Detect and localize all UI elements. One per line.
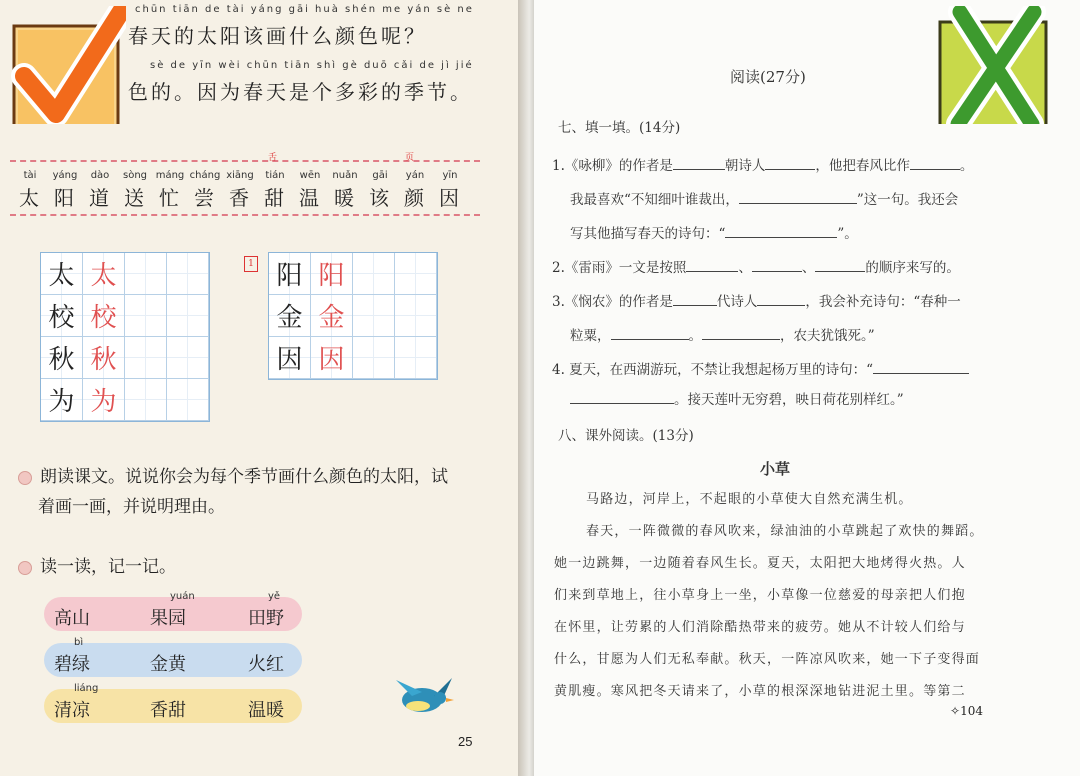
band-char: 送 [124, 186, 147, 210]
q7-4-line-2 [570, 388, 904, 408]
band-pinyin: xiāng [226, 170, 254, 181]
q7-4-line2-text: 。接天莲叶无穷碧，映日荷花别样红。” [674, 392, 904, 408]
answer-blank[interactable] [757, 293, 805, 306]
grid-row [41, 295, 209, 337]
stroke-mark-2: 页 [405, 153, 415, 163]
grid-cell: 为 [83, 379, 125, 421]
q7-3-line2-c: ，农夫犹饿死。” [780, 328, 875, 344]
grid-cell [167, 337, 209, 379]
grid-marker: 1 [244, 256, 258, 272]
band-char: 阳 [54, 186, 77, 210]
grid-cell [167, 379, 209, 421]
grid-cell: 太 [41, 253, 83, 295]
q7-1-line3-b: ”。 [837, 226, 858, 242]
task-1-line-2: 着画一画，并说明理由。 [38, 497, 225, 517]
grid-cell: 阳 [269, 253, 311, 295]
vocab-pinyin: yě [268, 591, 281, 602]
grid-row [269, 295, 437, 337]
q7-title: 七、填一填。(14分) [558, 120, 681, 136]
answer-blank[interactable] [570, 391, 674, 404]
band-char: 温 [299, 186, 322, 210]
band-pinyin: cháng [189, 170, 221, 181]
grid-cell [353, 253, 395, 295]
q8-title: 八、课外阅读。(13分) [558, 428, 694, 444]
story-line: 在怀里，让劳累的人们消除酷热带来的疲劳。她从不计较人们给与 [554, 620, 966, 635]
q7-3-line2-a: 粒粟， [570, 328, 611, 344]
grid-row [269, 337, 437, 379]
vocab-pinyin: yuán [170, 591, 195, 602]
grid-cell [125, 337, 167, 379]
story-line: 什么，甘愿为人们无私奉献。秋天，一阵凉风吹来，她一下子变得面 [554, 652, 981, 667]
grid-row [269, 253, 437, 295]
worksheet-page-right [534, 0, 1080, 776]
answer-blank[interactable] [815, 259, 865, 272]
q7-3-line-2 [570, 324, 875, 344]
vocab-word: 果园 [150, 608, 186, 629]
answer-blank[interactable] [673, 293, 717, 306]
story-line: 马路边，河岸上，不起眼的小草使大自然充满生机。 [586, 492, 913, 507]
q7-2-text-a: 2.《雷雨》一文是按照 [552, 260, 687, 276]
vocab-word: 香甜 [150, 700, 186, 721]
q7-2-text-c: 、 [801, 260, 816, 276]
q7-2-text-b: 、 [738, 260, 752, 276]
band-pinyin: yáng [52, 170, 78, 181]
answer-blank[interactable] [702, 327, 780, 340]
page-number-value: 104 [960, 704, 983, 718]
q7-1-text-d: 。 [959, 158, 974, 174]
story-line: 她一边跳舞，一边随着春风生长。夏天，太阳把大地烤得火热。人 [554, 556, 966, 571]
grid-cell: 校 [83, 295, 125, 337]
grid-cell [353, 295, 395, 337]
grid-cell [125, 295, 167, 337]
story-title: 小草 [760, 460, 791, 478]
band-char: 忙 [159, 186, 182, 210]
vocab-word: 高山 [54, 608, 90, 629]
answer-blank[interactable] [611, 327, 689, 340]
answer-blank[interactable] [910, 157, 960, 170]
grid-row [41, 253, 209, 295]
band-char: 太 [19, 186, 42, 210]
answer-blank[interactable] [765, 157, 815, 170]
band-pinyin: yán [405, 170, 425, 181]
grid-row [41, 379, 209, 421]
grid-cell [353, 337, 395, 379]
answer-blank[interactable] [725, 225, 837, 238]
band-char: 甜 [264, 186, 287, 210]
band-pinyin: wēn [299, 170, 321, 181]
grid-cell: 阳 [311, 253, 353, 295]
band-pinyin: dào [90, 170, 110, 181]
vocab-word: 清凉 [54, 700, 90, 721]
band-pinyin: tài [23, 170, 37, 181]
q7-1-line2-a: 我最喜欢“不知细叶谁裁出， [570, 192, 739, 208]
band-pinyin: gāi [372, 170, 388, 181]
q7-4-line-1 [552, 358, 969, 378]
band-char: 尝 [194, 186, 217, 210]
band-pinyin: sòng [122, 170, 147, 181]
task-2 [18, 552, 176, 582]
story-line: 春天，一阵微微的春风吹来，绿油油的小草跳起了欢快的舞蹈。 [586, 524, 984, 539]
grid-cell: 因 [269, 337, 311, 379]
q7-1-line2-b: ”这一句。我还会 [856, 192, 959, 208]
vocab-word: 碧绿 [54, 654, 90, 675]
q7-1-line-1 [552, 154, 973, 174]
writing-grid-2 [268, 252, 438, 380]
section-title: 阅读(27分) [730, 68, 806, 86]
grid-cell [125, 379, 167, 421]
grid-cell: 太 [83, 253, 125, 295]
writing-grid-1 [40, 252, 210, 422]
task-1-line-1: 朗读课文。说说你会为每个季节画什么颜色的太阳，试 [40, 467, 448, 487]
stroke-mark-1: 舌 [268, 153, 278, 163]
band-pinyin: yīn [442, 170, 458, 181]
band-char: 道 [89, 186, 112, 210]
bird-icon [392, 672, 458, 720]
page-number: ✧104 [950, 704, 983, 718]
grid-cell: 金 [311, 295, 353, 337]
q7-3-text-c: ，我会补充诗句：“春种一 [805, 294, 961, 310]
q7-2 [552, 256, 960, 276]
cross-stamp-icon [936, 6, 1054, 124]
bullet-icon [18, 561, 32, 575]
bullet-icon [18, 471, 32, 485]
band-pinyin: tián [265, 170, 285, 181]
q7-4-text-a: 4. 夏天，在西湖游玩，不禁让我想起杨万里的诗句：“ [552, 362, 874, 378]
grid-cell: 校 [41, 295, 83, 337]
answer-blank[interactable] [873, 361, 969, 374]
vocab-word: 金黄 [150, 654, 186, 675]
answer-blank[interactable] [673, 157, 725, 170]
answer-blank[interactable] [686, 259, 738, 272]
grid-cell [125, 253, 167, 295]
line2-pinyin: sè de yīn wèi chūn tiān shì gè duō cǎi de jì jié [150, 60, 474, 71]
answer-blank[interactable] [739, 191, 857, 204]
line1-text: 春天的太阳该画什么颜色呢？ [128, 24, 427, 48]
vocab-word: 火红 [248, 654, 284, 675]
q7-3-text-b: 代诗人 [716, 294, 758, 310]
line2-text: 色的。因为春天是个多彩的季节。 [128, 80, 473, 104]
band-char: 香 [229, 186, 252, 210]
q7-1-line-3 [570, 222, 858, 242]
vocab-pinyin: liáng [74, 683, 99, 694]
q7-1-text-c: ，他把春风比作 [815, 158, 910, 174]
q7-3-line-1 [552, 290, 961, 310]
grid-cell [167, 295, 209, 337]
vocab-pinyin: bì [74, 637, 84, 648]
story-line: 黄肌瘦。寒风把冬天请来了，小草的根深深地钻进泥土里。等第二 [554, 684, 966, 699]
grid-cell: 为 [41, 379, 83, 421]
line1-pinyin: chūn tiān de tài yáng gāi huà shén me yán sè ne [135, 4, 474, 15]
grid-cell: 秋 [83, 337, 125, 379]
vocab-word: 田野 [248, 608, 284, 629]
grid-row [41, 337, 209, 379]
answer-blank[interactable] [752, 259, 802, 272]
task-1 [18, 462, 448, 522]
book-gutter [518, 0, 534, 776]
story-line: 们来到草地上，往小草身上一坐，小草像一位慈爱的母亲把人们抱 [554, 588, 966, 603]
q7-3-line2-b: 。 [688, 328, 702, 344]
grid-cell: 金 [269, 295, 311, 337]
grid-cell: 秋 [41, 337, 83, 379]
q7-3-text-a: 3.《悯农》的作者是 [552, 294, 673, 310]
checkmark-stamp-icon [8, 6, 126, 124]
q7-1-text-a: 1.《咏柳》的作者是 [552, 158, 673, 174]
q7-1-line-2 [570, 188, 958, 208]
grid-cell [395, 253, 437, 295]
page-number: 25 [458, 734, 473, 749]
q7-1-line3-a: 写其他描写春天的诗句：“ [570, 226, 726, 242]
vocab-word: 温暖 [248, 700, 284, 721]
band-pinyin: nuǎn [332, 170, 358, 181]
band-char: 因 [439, 186, 462, 210]
textbook-page-left [0, 0, 518, 776]
band-char: 该 [369, 186, 392, 210]
grid-cell [395, 295, 437, 337]
grid-cell: 因 [311, 337, 353, 379]
q7-2-text-d: 的顺序来写的。 [865, 260, 960, 276]
band-char: 暖 [334, 186, 357, 210]
band-char: 颜 [404, 186, 427, 210]
task-2-label: 读一读，记一记。 [40, 557, 176, 577]
q7-1-text-b: 朝诗人 [724, 158, 766, 174]
grid-cell [167, 253, 209, 295]
grid-cell [395, 337, 437, 379]
band-pinyin: máng [155, 170, 185, 181]
